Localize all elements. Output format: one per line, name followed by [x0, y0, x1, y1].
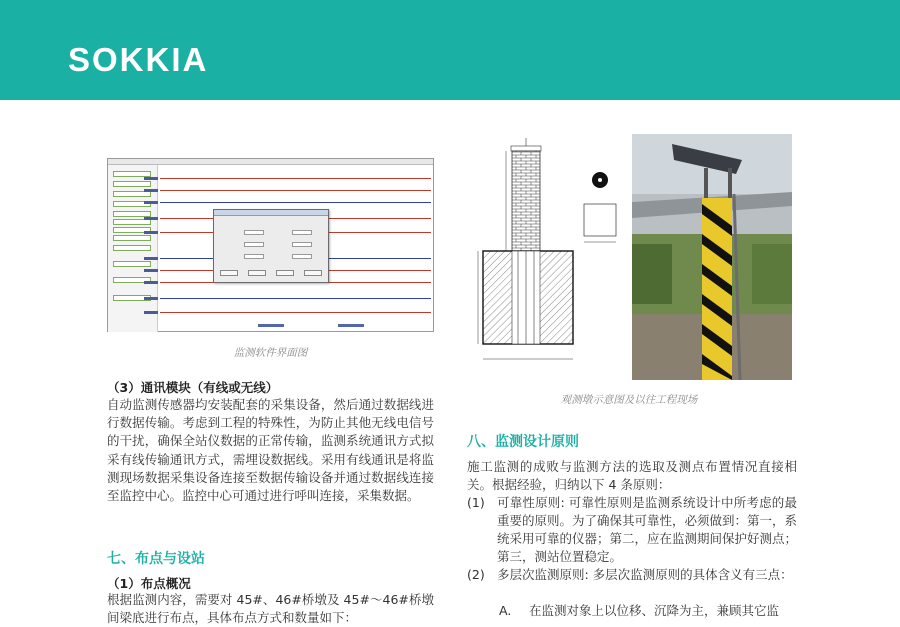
section8-intro: 施工监测的成败与监测方法的选取及测点布置情况直接相关。根据经验，归纳以下 4 条原则： [467, 459, 797, 493]
list-item-text: 可靠性原则: 可靠性原则是监测系统设计中所考虑的最重要的原则。为了确保其可靠性，必须做到：第一，系统采用可靠的仪器；第二，应在监测期间保护好测点；第三，测站位置稳定。 [497, 495, 798, 564]
section7-paragraph: 根据监测内容，需要对 45#、46#桥墩及 45#～46#桥墩间梁底进行布点，具体布点方式和数量如下： [107, 592, 434, 626]
list-item-number: A. [499, 603, 512, 618]
software-dialog [213, 209, 329, 283]
section3-heading: （3）通讯模块（有线或无线） [107, 380, 279, 395]
list-item-number: (1) [467, 495, 485, 510]
monitoring-software-screenshot [107, 158, 434, 332]
figure-caption: 观测墩示意图及以往工程现场 [560, 394, 698, 406]
list-item-text: 多层次监测原则: 多层次监测原则的具体含义有三点： [497, 567, 793, 582]
observation-pier-diagram [466, 134, 626, 372]
past-project-site-photo [632, 134, 792, 380]
section8-title: 八、监测设计原则 [467, 434, 579, 450]
principles-list [467, 494, 797, 616]
section7-subheading: （1）布点概况 [107, 576, 191, 591]
section7-title: 七、布点与设站 [107, 551, 205, 567]
sokkia-logo: SOKKIA [68, 41, 209, 78]
section3-paragraph: 自动监测传感器均安装配套的采集设备，然后通过数据线进行数据传输。考虑到工程的特殊性，为防止其他无线电信号的干扰，确保全站仪数据的正常传输，监测系统通讯方式拟采有线传输通讯方式，需埋设数据线。采用有线通讯是将监测现场数据采集设备连接至数据传输设备并通过数据线连接至监控中心。监控中心可通过进行呼叫连接，采集数据。 [107, 397, 434, 504]
list-item-number: (2) [467, 567, 485, 582]
software-caption: 监测软件界面图 [233, 347, 308, 359]
list-item-text: 在监测对象上以位移、沉降为主，兼顾其它监 [529, 603, 780, 618]
header-bar [0, 0, 900, 100]
